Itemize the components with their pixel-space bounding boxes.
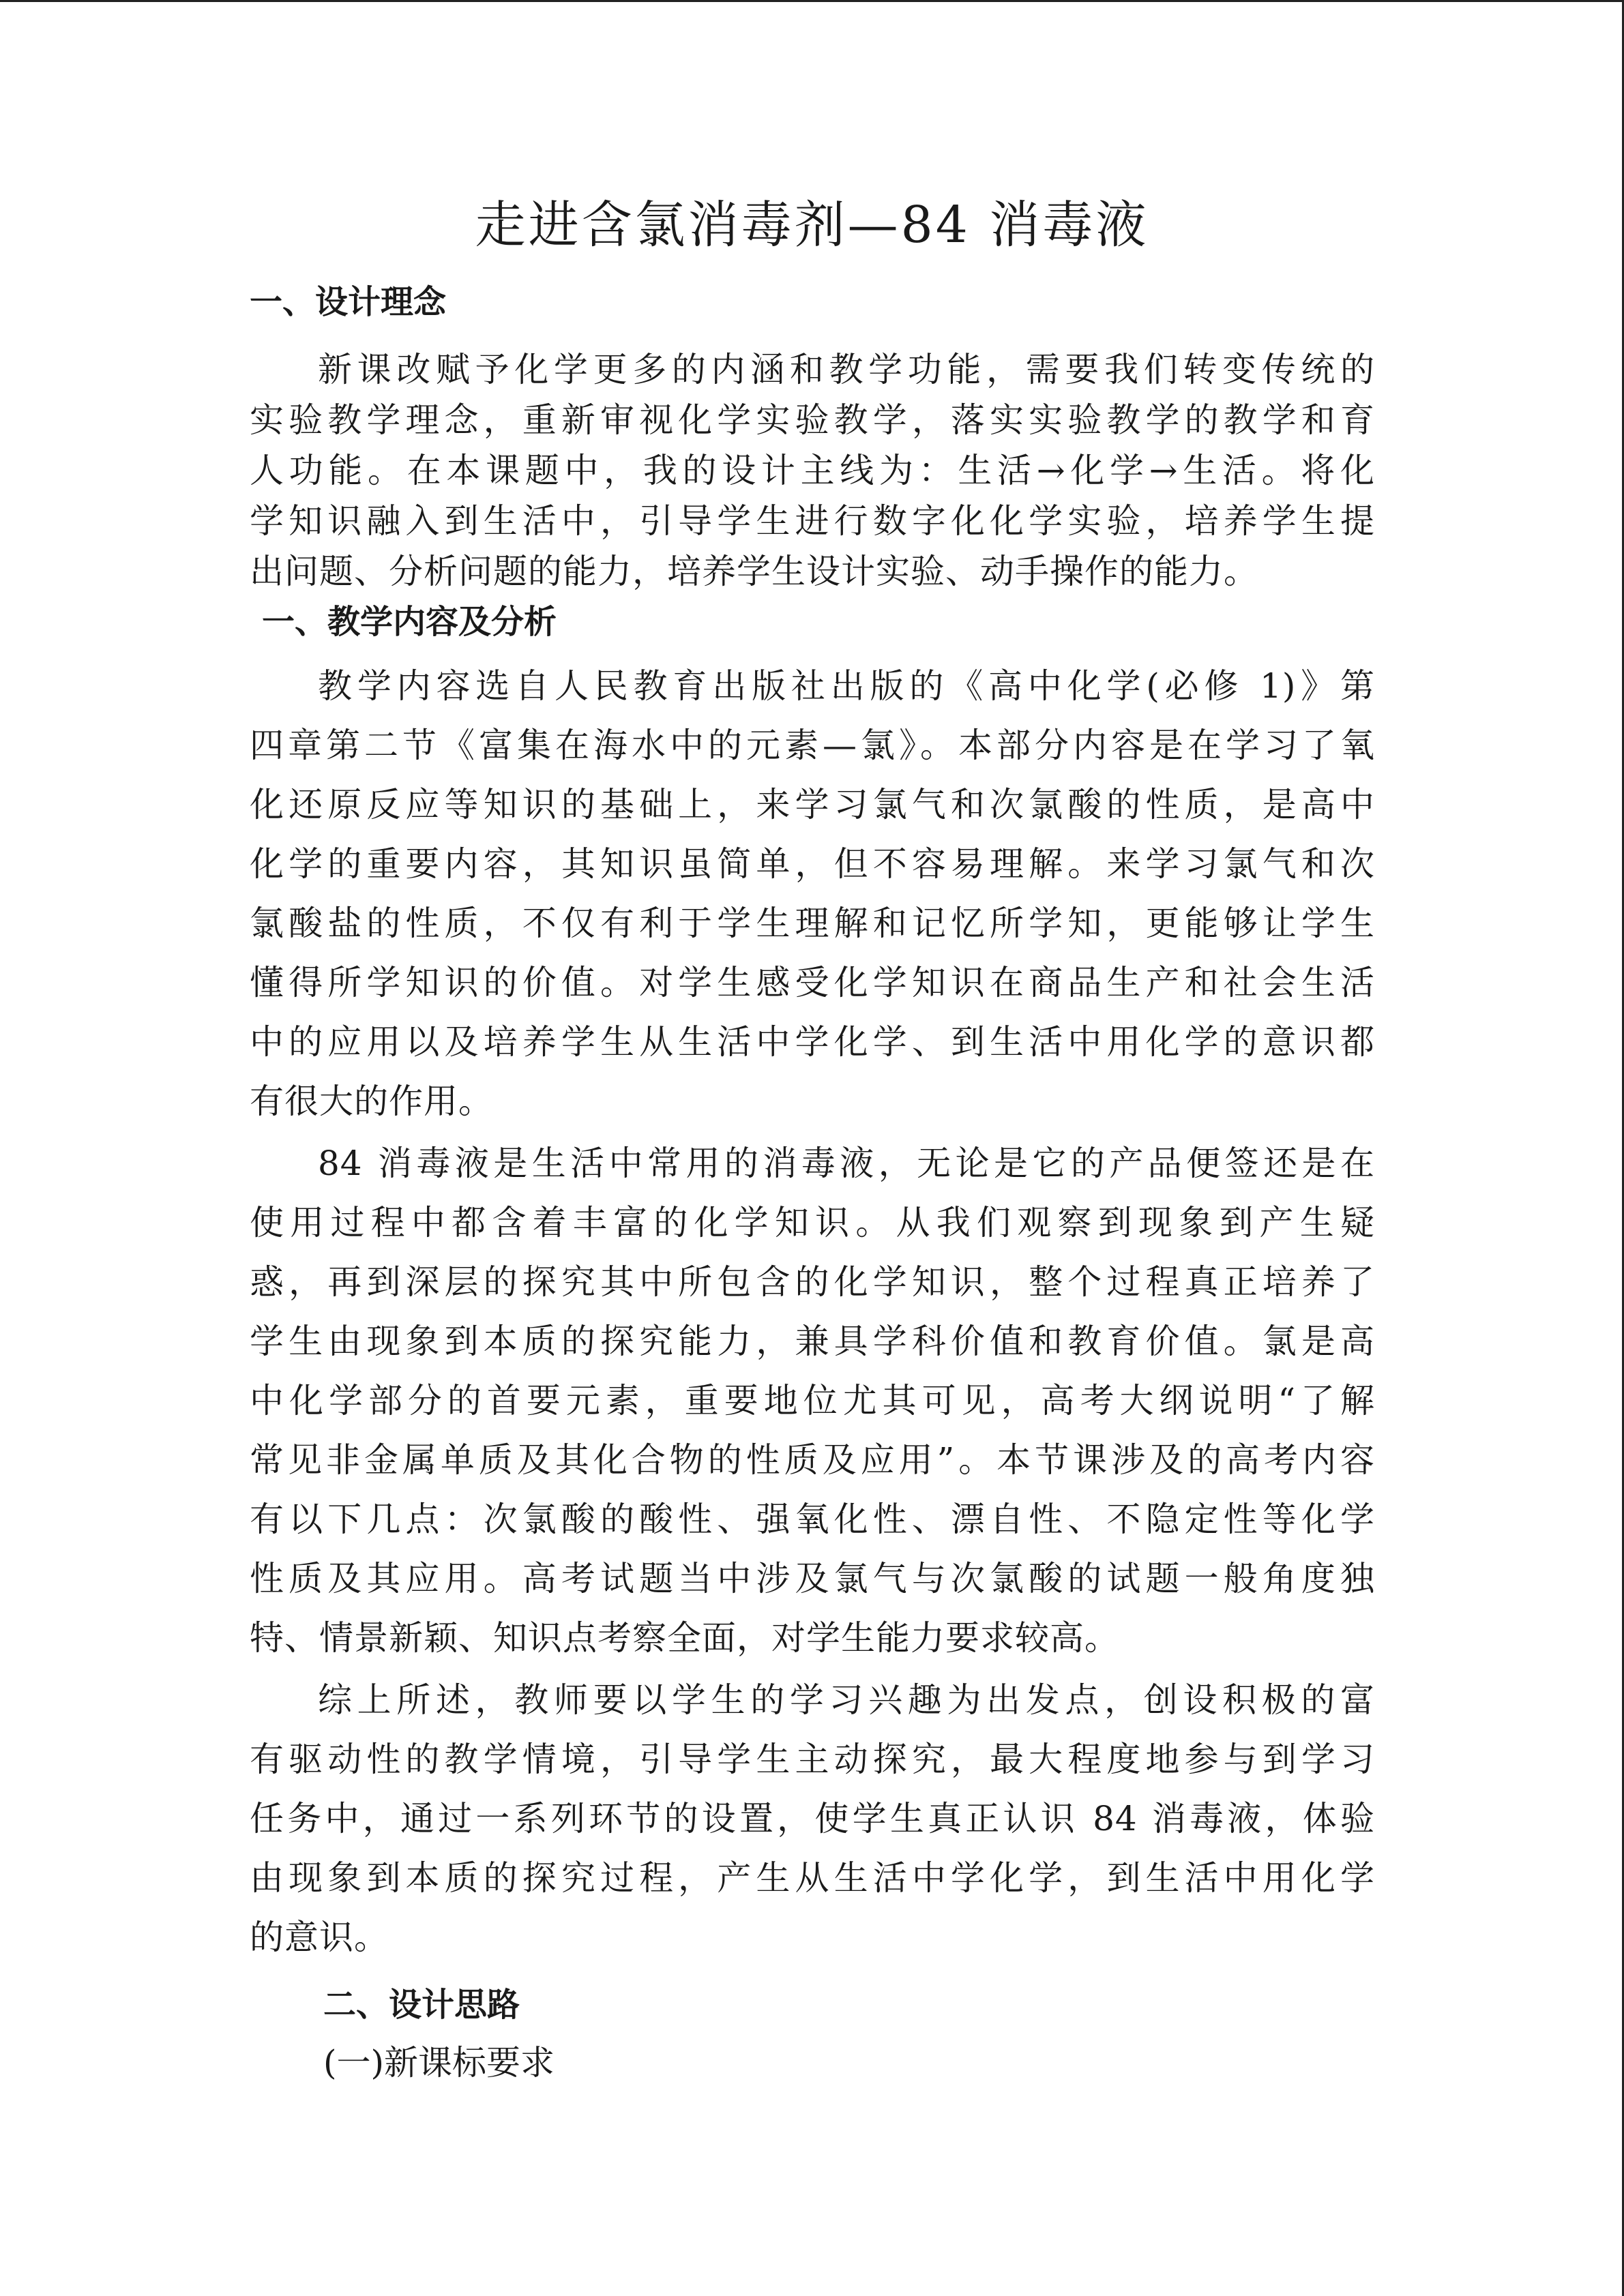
paragraph-line: 综上所述，教师要以学生的学习兴趣为出发点，创设积极的富 [318, 1680, 1375, 1720]
paragraph-content-source [250, 657, 1375, 1131]
paragraph-line: 使用过程中都含着丰富的化学知识。从我们观察到现象到产生疑 [250, 1203, 1375, 1242]
paragraph-line: 学知识融入到生活中，引导学生进行数字化化学实验，培养学生提 [250, 501, 1375, 541]
paragraph-line: 学生由现象到本质的探究能力，兼具学科价值和教育价值。氯是高 [250, 1322, 1375, 1361]
paragraph-line: 四章第二节《富集在海水中的元素—氯》。本部分内容是在学习了氧 [250, 726, 1375, 765]
paragraph-line: 实验教学理念，重新审视化学实验教学，落实实验教学的教学和育 [250, 400, 1375, 440]
paragraph-line: 中的应用以及培养学生从生活中学化学、到生活中用化学的意识都 [250, 1022, 1375, 1062]
section-heading-design-concept: 一、设计理念 [250, 283, 447, 321]
paragraph-line: 化学的重要内容，其知识虽简单，但不容易理解。来学习氯气和次 [250, 844, 1375, 884]
paragraph-line: 性质及其应用。高考试题当中涉及氯气与次氯酸的试题一般角度独 [250, 1559, 1375, 1598]
paragraph-summary [250, 1671, 1375, 1967]
paragraph-line: 的意识。 [250, 1918, 389, 1957]
paragraph-line: 惑，再到深层的探究其中所包含的化学知识，整个过程真正培养了 [250, 1262, 1375, 1302]
paragraph-design-concept [250, 344, 1375, 597]
paragraph-line: 任务中，通过一系列环节的设置，使学生真正认识 84 消毒液，体验 [250, 1799, 1375, 1838]
paragraph-line: 常见非金属单质及其化合物的性质及应用”。本节课涉及的高考内容 [250, 1440, 1375, 1480]
paragraph-line: 氯酸盐的性质，不仅有利于学生理解和记忆所学知，更能够让学生 [250, 904, 1375, 943]
paragraph-line: 新课改赋予化学更多的内涵和教学功能，需要我们转变传统的 [318, 350, 1375, 389]
subsection-heading-curriculum-requirements: (一)新课标要求 [323, 2043, 555, 2083]
paragraph-line: 有很大的作用。 [250, 1082, 493, 1121]
paragraph-line: 懂得所学知识的价值。对学生感受化学知识在商品生产和社会生活 [250, 963, 1375, 1002]
section-heading-content-analysis: 一、教学内容及分析 [262, 603, 557, 641]
document-title: 走进含氯消毒剂—84 消毒液 [475, 196, 1149, 254]
page-border-top [0, 0, 1624, 2]
paragraph-line: 有以下几点：次氯酸的酸性、强氧化性、漂自性、不隐定性等化学 [250, 1500, 1375, 1539]
paragraph-84-disinfectant [250, 1134, 1375, 1668]
paragraph-line: 中化学部分的首要元素，重要地位尤其可见，高考大纲说明“了解 [250, 1381, 1375, 1420]
paragraph-line: 特、情景新颖、知识点考察全面，对学生能力要求较高。 [250, 1618, 1119, 1658]
paragraph-line: 有驱动性的教学情境，引导学生主动探究，最大程度地参与到学习 [250, 1740, 1375, 1779]
paragraph-line: 出问题、分析问题的能力，培养学生设计实验、动手操作的能力。 [250, 552, 1258, 591]
paragraph-line: 由现象到本质的探究过程，产生从生活中学化学，到生活中用化学 [250, 1858, 1375, 1898]
paragraph-line: 84 消毒液是生活中常用的消毒液，无论是它的产品便签还是在 [318, 1144, 1375, 1183]
section-heading-design-approach: 二、设计思路 [323, 1986, 520, 2024]
paragraph-line: 人功能。在本课题中，我的设计主线为：生活→化学→生活。将化 [250, 451, 1375, 490]
paragraph-line: 化还原反应等知识的基础上，来学习氯气和次氯酸的性质，是高中 [250, 785, 1375, 824]
paragraph-line: 教学内容选自人民教育出版社出版的《高中化学(必修 1)》第 [318, 666, 1375, 706]
